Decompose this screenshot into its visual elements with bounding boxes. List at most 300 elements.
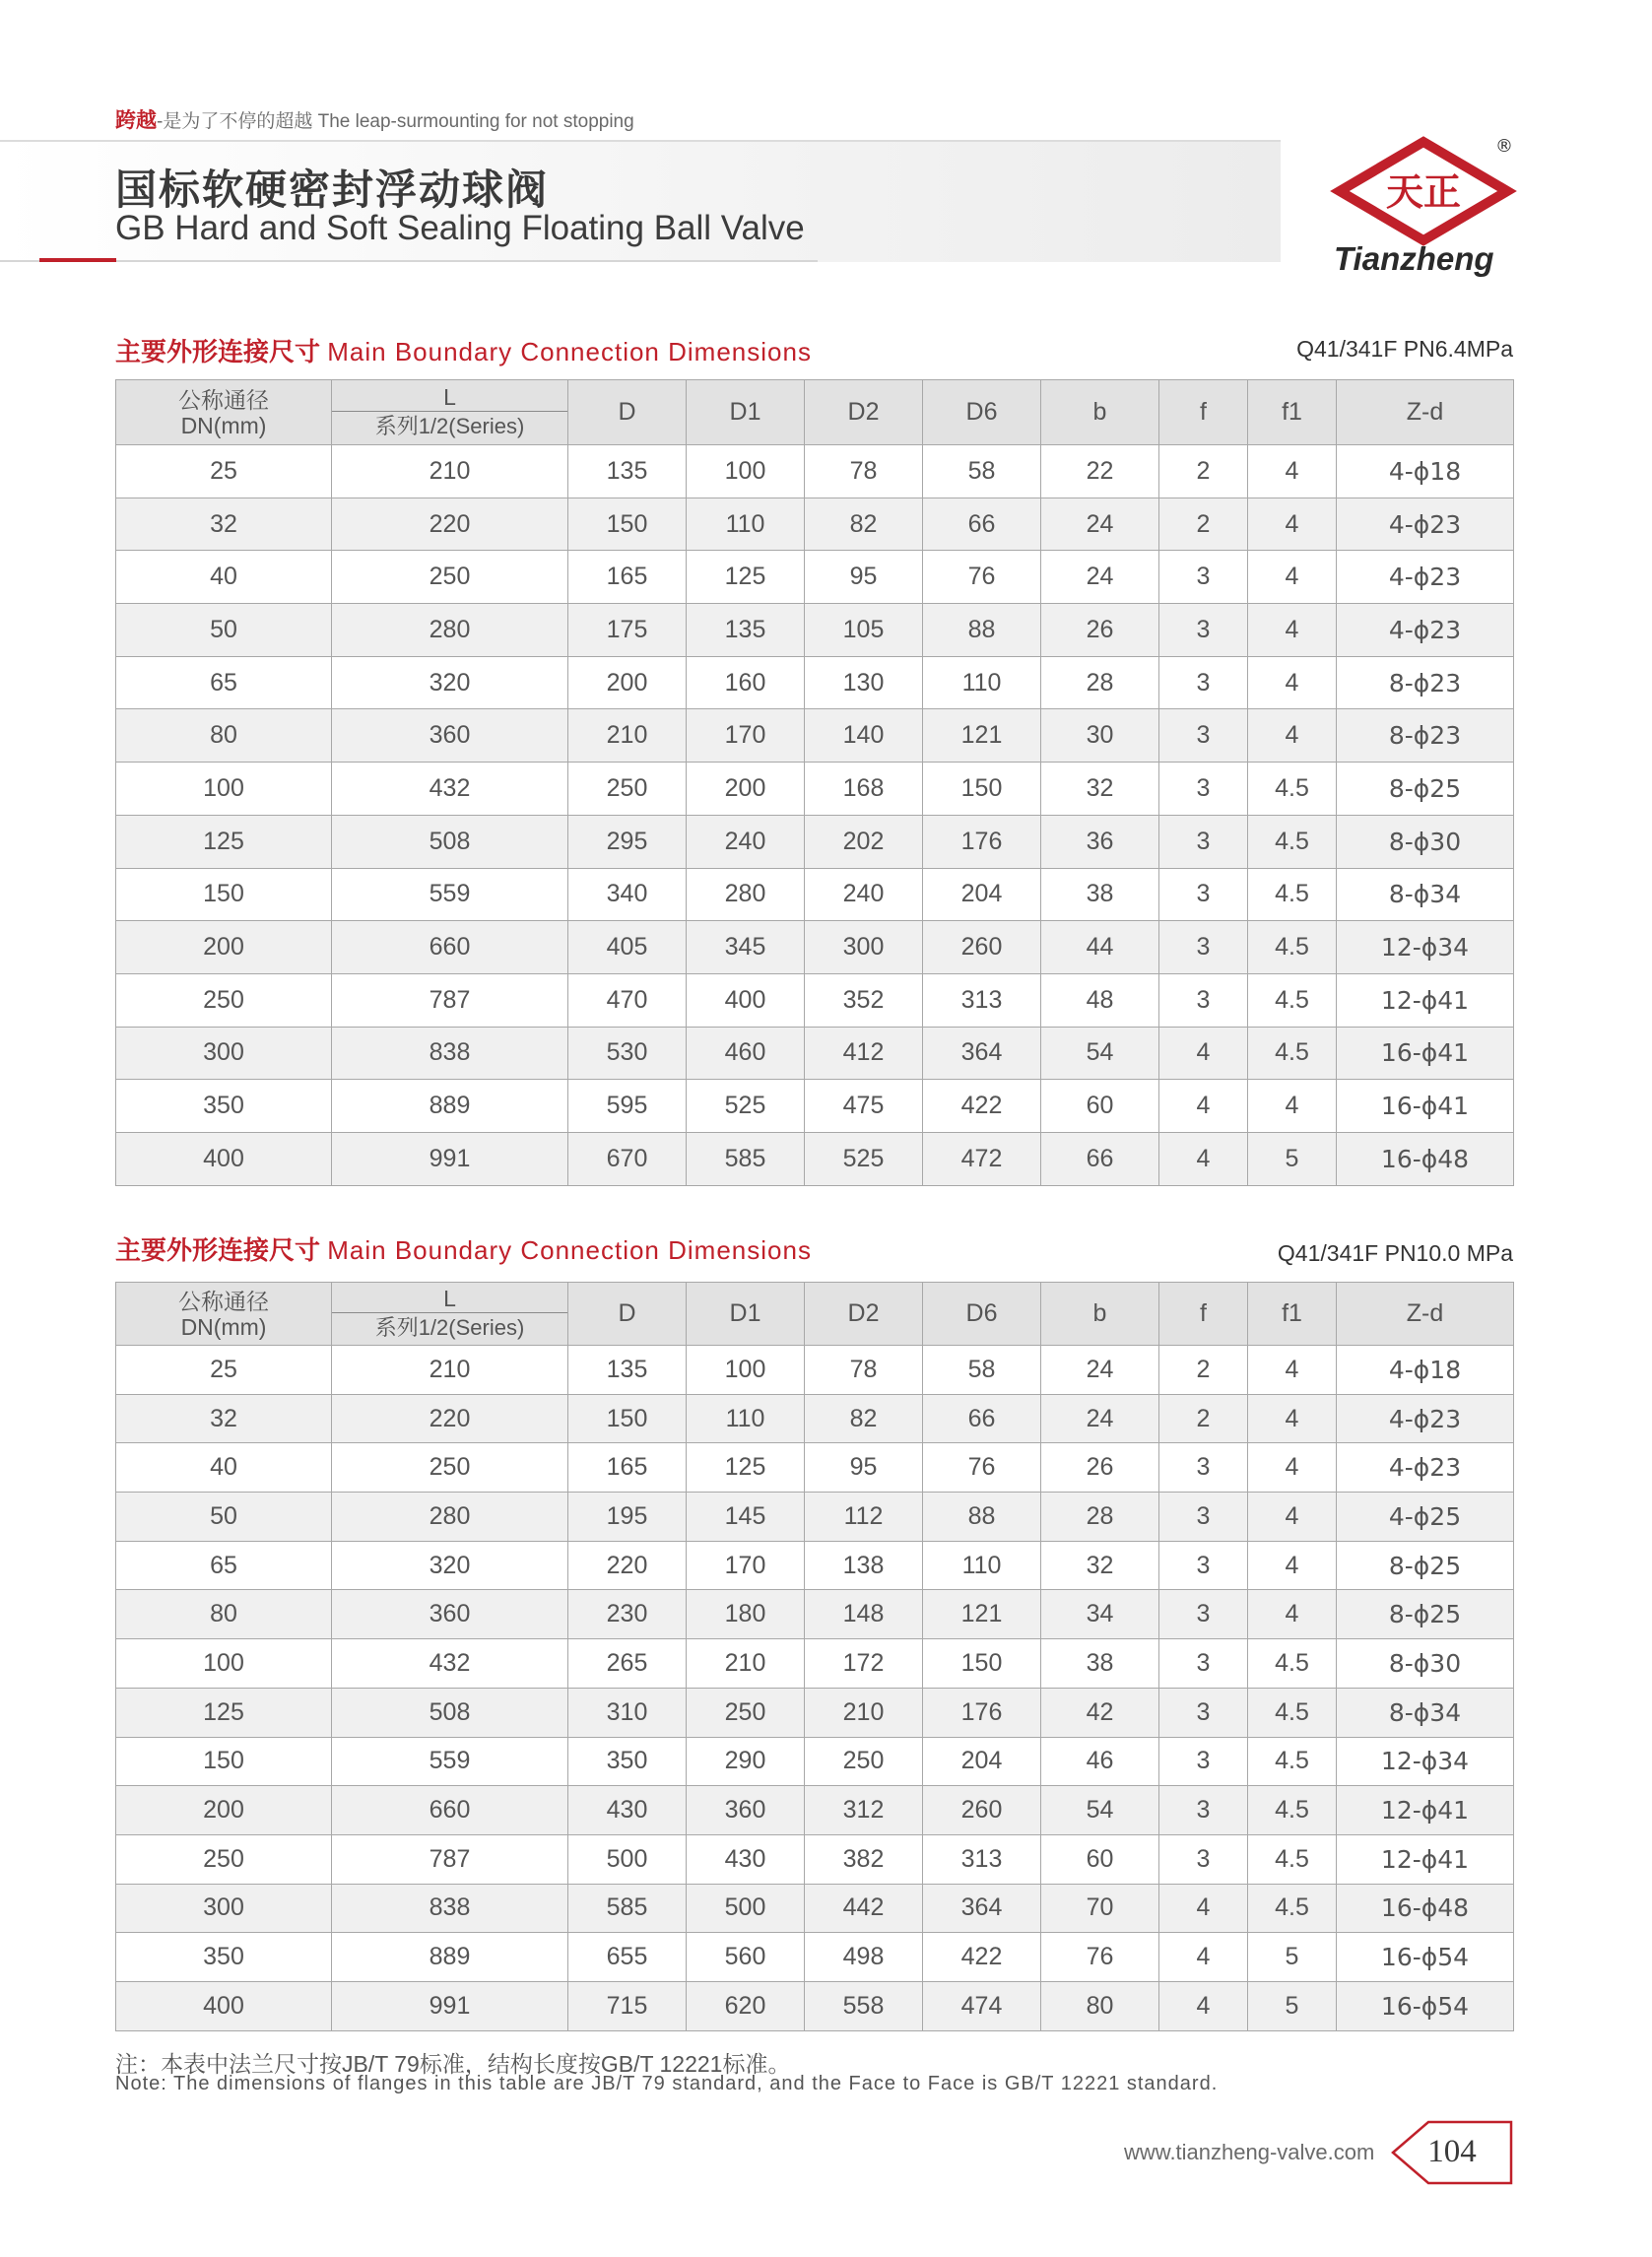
table-row xyxy=(116,1443,1514,1493)
table-cell: 16-ϕ41 xyxy=(1337,1080,1514,1133)
table-cell: 150 xyxy=(116,1737,332,1786)
table-cell: 4-ϕ18 xyxy=(1337,1346,1514,1395)
table-cell: 170 xyxy=(687,1541,805,1590)
table-cell: 350 xyxy=(568,1737,687,1786)
table-cell: 400 xyxy=(116,1132,332,1185)
table-cell: 3 xyxy=(1159,551,1248,604)
header-l: L 系列1/2(Series) xyxy=(332,1283,568,1346)
table-row xyxy=(116,1786,1514,1835)
table-cell: 280 xyxy=(332,604,568,657)
header-d1: D1 xyxy=(687,380,805,445)
note-en: Note: The dimensions of flanges in this table are JB/T 79 standard, and the Face to Face is GB/T 12221 standard. xyxy=(115,2073,1219,2094)
table-row xyxy=(116,1688,1514,1737)
table-cell: 22 xyxy=(1041,445,1159,498)
table-cell: 889 xyxy=(332,1933,568,1982)
table-cell: 4 xyxy=(1248,709,1337,763)
table-cell: 200 xyxy=(568,656,687,709)
table-cell: 110 xyxy=(687,1394,805,1443)
table-cell: 34 xyxy=(1041,1590,1159,1639)
section-title-1-cn: 主要外形连接尺寸 xyxy=(115,337,321,366)
header-d2: D2 xyxy=(805,1283,923,1346)
table-cell: 150 xyxy=(568,498,687,551)
table-cell: 4.5 xyxy=(1248,1737,1337,1786)
table-cell: 125 xyxy=(687,551,805,604)
table-cell: 70 xyxy=(1041,1884,1159,1933)
table-cell: 180 xyxy=(687,1590,805,1639)
header-b: b xyxy=(1041,1283,1159,1346)
table-cell: 787 xyxy=(332,1834,568,1884)
table-cell: 320 xyxy=(332,1541,568,1590)
table-cell: 472 xyxy=(923,1132,1041,1185)
table-cell: 3 xyxy=(1159,1443,1248,1493)
table-cell: 88 xyxy=(923,1493,1041,1542)
table-cell: 220 xyxy=(332,1394,568,1443)
table-row xyxy=(116,1394,1514,1443)
table-cell: 204 xyxy=(923,1737,1041,1786)
table-cell: 3 xyxy=(1159,1639,1248,1689)
table-cell: 4-ϕ23 xyxy=(1337,1394,1514,1443)
table-cell: 26 xyxy=(1041,604,1159,657)
table-cell: 66 xyxy=(923,1394,1041,1443)
table-cell: 559 xyxy=(332,1737,568,1786)
header-zd: Z-d xyxy=(1337,380,1514,445)
table-cell: 210 xyxy=(568,709,687,763)
table-cell: 3 xyxy=(1159,868,1248,921)
table-cell: 48 xyxy=(1041,973,1159,1027)
table-cell: 12-ϕ41 xyxy=(1337,1786,1514,1835)
table-cell: 4.5 xyxy=(1248,973,1337,1027)
table-cell: 125 xyxy=(116,815,332,868)
table-cell: 3 xyxy=(1159,1786,1248,1835)
table-cell: 50 xyxy=(116,1493,332,1542)
table-cell: 250 xyxy=(568,763,687,816)
table-cell: 3 xyxy=(1159,1737,1248,1786)
header-dn: 公称通径 DN(mm) xyxy=(116,1283,332,1346)
table-cell: 46 xyxy=(1041,1737,1159,1786)
table-cell: 620 xyxy=(687,1981,805,2030)
table-cell: 360 xyxy=(687,1786,805,1835)
table-cell: 125 xyxy=(687,1443,805,1493)
table-cell: 250 xyxy=(116,973,332,1027)
table-cell: 12-ϕ34 xyxy=(1337,921,1514,974)
header-l: L 系列1/2(Series) xyxy=(332,380,568,445)
table-row xyxy=(116,1981,1514,2030)
table-cell: 24 xyxy=(1041,551,1159,604)
table-cell: 838 xyxy=(332,1884,568,1933)
table-cell: 121 xyxy=(923,1590,1041,1639)
table-cell: 2 xyxy=(1159,498,1248,551)
table-cell: 655 xyxy=(568,1933,687,1982)
table-cell: 202 xyxy=(805,815,923,868)
table-cell: 100 xyxy=(116,1639,332,1689)
table-cell: 498 xyxy=(805,1933,923,1982)
table-cell: 200 xyxy=(116,1786,332,1835)
table-cell: 364 xyxy=(923,1884,1041,1933)
table-cell: 65 xyxy=(116,656,332,709)
table-cell: 4 xyxy=(1159,1027,1248,1080)
table-cell: 36 xyxy=(1041,815,1159,868)
table-cell: 60 xyxy=(1041,1080,1159,1133)
header-dn: 公称通径 DN(mm) xyxy=(116,380,332,445)
table-cell: 135 xyxy=(568,1346,687,1395)
table-cell: 313 xyxy=(923,1834,1041,1884)
header-zd: Z-d xyxy=(1337,1283,1514,1346)
tagline-brand: 跨越 xyxy=(115,109,157,132)
table-cell: 4-ϕ23 xyxy=(1337,604,1514,657)
table-cell: 350 xyxy=(116,1933,332,1982)
table-cell: 360 xyxy=(332,1590,568,1639)
table-cell: 250 xyxy=(332,1443,568,1493)
table-cell: 28 xyxy=(1041,1493,1159,1542)
table-cell: 4 xyxy=(1159,1884,1248,1933)
table-cell: 25 xyxy=(116,445,332,498)
table-row xyxy=(116,1132,1514,1185)
table-cell: 16-ϕ48 xyxy=(1337,1884,1514,1933)
table-cell: 660 xyxy=(332,921,568,974)
table-cell: 82 xyxy=(805,1394,923,1443)
table-cell: 210 xyxy=(687,1639,805,1689)
table-cell: 78 xyxy=(805,1346,923,1395)
table-cell: 200 xyxy=(687,763,805,816)
table-cell: 105 xyxy=(805,604,923,657)
table-cell: 3 xyxy=(1159,656,1248,709)
header-d1: D1 xyxy=(687,1283,805,1346)
table-cell: 32 xyxy=(116,1394,332,1443)
table-row xyxy=(116,1541,1514,1590)
table-cell: 430 xyxy=(568,1786,687,1835)
table-cell: 585 xyxy=(687,1132,805,1185)
table-row xyxy=(116,1834,1514,1884)
table-cell: 76 xyxy=(923,551,1041,604)
table-row xyxy=(116,815,1514,868)
table-cell: 24 xyxy=(1041,1346,1159,1395)
table-cell: 412 xyxy=(805,1027,923,1080)
header-f1: f1 xyxy=(1248,380,1337,445)
table-cell: 110 xyxy=(923,1541,1041,1590)
spec-label-2: Q41/341F PN10.0 MPa xyxy=(1277,1240,1513,1266)
table-header-row xyxy=(116,1283,1514,1346)
table-cell: 265 xyxy=(568,1639,687,1689)
table-cell: 3 xyxy=(1159,763,1248,816)
table-cell: 4 xyxy=(1248,1346,1337,1395)
table-cell: 4 xyxy=(1248,1394,1337,1443)
table-cell: 4.5 xyxy=(1248,763,1337,816)
table-cell: 100 xyxy=(116,763,332,816)
table-cell: 8-ϕ23 xyxy=(1337,656,1514,709)
table-cell: 2 xyxy=(1159,445,1248,498)
table-cell: 110 xyxy=(687,498,805,551)
table-cell: 82 xyxy=(805,498,923,551)
table-cell: 422 xyxy=(923,1080,1041,1133)
table-cell: 3 xyxy=(1159,1493,1248,1542)
table-cell: 130 xyxy=(805,656,923,709)
table-row xyxy=(116,1933,1514,1982)
table-cell: 12-ϕ41 xyxy=(1337,973,1514,1027)
table-cell: 3 xyxy=(1159,1834,1248,1884)
table-cell: 250 xyxy=(687,1688,805,1737)
table-cell: 4.5 xyxy=(1248,1027,1337,1080)
table-row xyxy=(116,973,1514,1027)
table-cell: 508 xyxy=(332,1688,568,1737)
table-cell: 460 xyxy=(687,1027,805,1080)
table-cell: 110 xyxy=(923,656,1041,709)
table-cell: 78 xyxy=(805,445,923,498)
footer-website-link[interactable]: www.tianzheng-valve.com xyxy=(1124,2140,1375,2164)
table-cell: 660 xyxy=(332,1786,568,1835)
table-cell: 889 xyxy=(332,1080,568,1133)
table-row xyxy=(116,656,1514,709)
table-row xyxy=(116,1346,1514,1395)
table-cell: 165 xyxy=(568,1443,687,1493)
table-cell: 4 xyxy=(1248,1541,1337,1590)
table-cell: 176 xyxy=(923,815,1041,868)
table-cell: 3 xyxy=(1159,1590,1248,1639)
table-cell: 508 xyxy=(332,815,568,868)
header-f: f xyxy=(1159,1283,1248,1346)
table-cell: 350 xyxy=(116,1080,332,1133)
table-header-row xyxy=(116,380,1514,445)
table-cell: 715 xyxy=(568,1981,687,2030)
table-cell: 12-ϕ41 xyxy=(1337,1834,1514,1884)
logo-chars: 天正 xyxy=(1385,169,1462,214)
table-cell: 4 xyxy=(1159,1933,1248,1982)
table-cell: 8-ϕ30 xyxy=(1337,1639,1514,1689)
table-cell: 2 xyxy=(1159,1346,1248,1395)
table-cell: 991 xyxy=(332,1981,568,2030)
table-cell: 345 xyxy=(687,921,805,974)
table-cell: 112 xyxy=(805,1493,923,1542)
table-cell: 3 xyxy=(1159,604,1248,657)
table-cell: 400 xyxy=(116,1981,332,2030)
table-cell: 310 xyxy=(568,1688,687,1737)
header-f: f xyxy=(1159,380,1248,445)
table-cell: 525 xyxy=(687,1080,805,1133)
table-cell: 165 xyxy=(568,551,687,604)
table-row xyxy=(116,1027,1514,1080)
table-cell: 38 xyxy=(1041,1639,1159,1689)
table-cell: 54 xyxy=(1041,1027,1159,1080)
table-cell: 8-ϕ30 xyxy=(1337,815,1514,868)
table-cell: 135 xyxy=(568,445,687,498)
table-cell: 4.5 xyxy=(1248,815,1337,868)
header-f1: f1 xyxy=(1248,1283,1337,1346)
header-d6: D6 xyxy=(923,1283,1041,1346)
table-cell: 65 xyxy=(116,1541,332,1590)
table-cell: 442 xyxy=(805,1884,923,1933)
table-cell: 260 xyxy=(923,1786,1041,1835)
table-cell: 4.5 xyxy=(1248,1688,1337,1737)
table-cell: 4 xyxy=(1248,656,1337,709)
table-cell: 4 xyxy=(1248,445,1337,498)
table-cell: 430 xyxy=(687,1834,805,1884)
table-cell: 787 xyxy=(332,973,568,1027)
table-cell: 210 xyxy=(805,1688,923,1737)
header-d2: D2 xyxy=(805,380,923,445)
table-cell: 44 xyxy=(1041,921,1159,974)
table-cell: 12-ϕ34 xyxy=(1337,1737,1514,1786)
table-cell: 320 xyxy=(332,656,568,709)
table-cell: 300 xyxy=(116,1027,332,1080)
table-cell: 360 xyxy=(332,709,568,763)
note-cn: 注：本表中法兰尺寸按JB/T 79标准，结构长度按GB/T 12221标准。 xyxy=(115,2051,791,2077)
table-cell: 150 xyxy=(116,868,332,921)
table-cell: 28 xyxy=(1041,656,1159,709)
table-cell: 3 xyxy=(1159,709,1248,763)
table-cell: 4.5 xyxy=(1248,868,1337,921)
table-cell: 176 xyxy=(923,1688,1041,1737)
table-row xyxy=(116,868,1514,921)
table-cell: 558 xyxy=(805,1981,923,2030)
table-cell: 76 xyxy=(923,1443,1041,1493)
table-cell: 4.5 xyxy=(1248,1639,1337,1689)
header-d6: D6 xyxy=(923,380,1041,445)
table-cell: 230 xyxy=(568,1590,687,1639)
dimensions-table-pn64 xyxy=(115,379,1514,1186)
table-cell: 60 xyxy=(1041,1834,1159,1884)
table-cell: 8-ϕ34 xyxy=(1337,868,1514,921)
table-cell: 5 xyxy=(1248,1981,1337,2030)
table-row xyxy=(116,1884,1514,1933)
table-cell: 24 xyxy=(1041,1394,1159,1443)
table-cell: 220 xyxy=(332,498,568,551)
table-cell: 2 xyxy=(1159,1394,1248,1443)
table-row xyxy=(116,709,1514,763)
tagline xyxy=(115,104,634,134)
table-cell: 4-ϕ18 xyxy=(1337,445,1514,498)
table-row xyxy=(116,498,1514,551)
table-row xyxy=(116,1639,1514,1689)
table-cell: 470 xyxy=(568,973,687,1027)
page-title-en: GB Hard and Soft Sealing Floating Ball Valve xyxy=(115,209,805,247)
table-cell: 140 xyxy=(805,709,923,763)
section-title-2-cn: 主要外形连接尺寸 xyxy=(115,1235,321,1265)
table-cell: 58 xyxy=(923,445,1041,498)
table-cell: 340 xyxy=(568,868,687,921)
table-cell: 405 xyxy=(568,921,687,974)
table-cell: 125 xyxy=(116,1688,332,1737)
table-row xyxy=(116,1493,1514,1542)
header-b: b xyxy=(1041,380,1159,445)
section-title-2-en: Main Boundary Connection Dimensions xyxy=(327,1235,812,1265)
table-cell: 168 xyxy=(805,763,923,816)
table-cell: 382 xyxy=(805,1834,923,1884)
table-cell: 88 xyxy=(923,604,1041,657)
table-cell: 8-ϕ34 xyxy=(1337,1688,1514,1737)
table-cell: 4-ϕ23 xyxy=(1337,1443,1514,1493)
table-cell: 4 xyxy=(1248,604,1337,657)
table-cell: 80 xyxy=(116,1590,332,1639)
spec-label-1: Q41/341F PN6.4MPa xyxy=(1296,336,1513,362)
table-cell: 991 xyxy=(332,1132,568,1185)
table-cell: 500 xyxy=(568,1834,687,1884)
table-cell: 95 xyxy=(805,551,923,604)
logo-name: Tianzheng xyxy=(1334,240,1494,277)
table-cell: 260 xyxy=(923,921,1041,974)
table-cell: 4 xyxy=(1159,1981,1248,2030)
table-row xyxy=(116,604,1514,657)
table-cell: 295 xyxy=(568,815,687,868)
table-cell: 95 xyxy=(805,1443,923,1493)
table-cell: 585 xyxy=(568,1884,687,1933)
header-d: D xyxy=(568,380,687,445)
table-cell: 66 xyxy=(923,498,1041,551)
table-row xyxy=(116,445,1514,498)
table-cell: 204 xyxy=(923,868,1041,921)
table-cell: 16-ϕ54 xyxy=(1337,1933,1514,1982)
table-cell: 121 xyxy=(923,709,1041,763)
table-cell: 16-ϕ54 xyxy=(1337,1981,1514,2030)
table-cell: 400 xyxy=(687,973,805,1027)
table-cell: 80 xyxy=(116,709,332,763)
table-cell: 3 xyxy=(1159,1541,1248,1590)
table-cell: 54 xyxy=(1041,1786,1159,1835)
table-cell: 250 xyxy=(805,1737,923,1786)
table-cell: 8-ϕ25 xyxy=(1337,1541,1514,1590)
table-cell: 16-ϕ48 xyxy=(1337,1132,1514,1185)
table-cell: 4.5 xyxy=(1248,1786,1337,1835)
table-cell: 24 xyxy=(1041,498,1159,551)
table-cell: 500 xyxy=(687,1884,805,1933)
table-cell: 32 xyxy=(1041,1541,1159,1590)
table-cell: 280 xyxy=(687,868,805,921)
table-cell: 4 xyxy=(1248,1443,1337,1493)
table-cell: 838 xyxy=(332,1027,568,1080)
table-cell: 76 xyxy=(1041,1933,1159,1982)
table-cell: 4 xyxy=(1248,1080,1337,1133)
table-cell: 4 xyxy=(1248,551,1337,604)
table-cell: 250 xyxy=(116,1834,332,1884)
table-cell: 4-ϕ23 xyxy=(1337,551,1514,604)
table-cell: 172 xyxy=(805,1639,923,1689)
table-cell: 250 xyxy=(332,551,568,604)
table-cell: 4 xyxy=(1159,1132,1248,1185)
table-cell: 210 xyxy=(332,445,568,498)
table-cell: 8-ϕ25 xyxy=(1337,1590,1514,1639)
header-d: D xyxy=(568,1283,687,1346)
table-cell: 4 xyxy=(1248,498,1337,551)
table-cell: 200 xyxy=(116,921,332,974)
table-cell: 3 xyxy=(1159,1688,1248,1737)
table-row xyxy=(116,763,1514,816)
page-title-cn: 国标软硬密封浮动球阀 xyxy=(115,166,550,213)
table-cell: 240 xyxy=(805,868,923,921)
table-cell: 32 xyxy=(1041,763,1159,816)
table-cell: 4.5 xyxy=(1248,1834,1337,1884)
table-cell: 58 xyxy=(923,1346,1041,1395)
table-cell: 560 xyxy=(687,1933,805,1982)
table-cell: 135 xyxy=(687,604,805,657)
table-cell: 30 xyxy=(1041,709,1159,763)
table-cell: 670 xyxy=(568,1132,687,1185)
table-cell: 313 xyxy=(923,973,1041,1027)
table-cell: 4.5 xyxy=(1248,1884,1337,1933)
table-cell: 16-ϕ41 xyxy=(1337,1027,1514,1080)
table-cell: 170 xyxy=(687,709,805,763)
table-cell: 38 xyxy=(1041,868,1159,921)
table-cell: 26 xyxy=(1041,1443,1159,1493)
table-cell: 210 xyxy=(332,1346,568,1395)
page-number: 104 xyxy=(1427,2134,1477,2169)
table-cell: 352 xyxy=(805,973,923,1027)
table-cell: 3 xyxy=(1159,921,1248,974)
table-cell: 195 xyxy=(568,1493,687,1542)
table-cell: 432 xyxy=(332,763,568,816)
table-cell: 8-ϕ25 xyxy=(1337,763,1514,816)
table-cell: 25 xyxy=(116,1346,332,1395)
table-cell: 422 xyxy=(923,1933,1041,1982)
table-cell: 160 xyxy=(687,656,805,709)
section-title-1-en: Main Boundary Connection Dimensions xyxy=(327,337,812,366)
